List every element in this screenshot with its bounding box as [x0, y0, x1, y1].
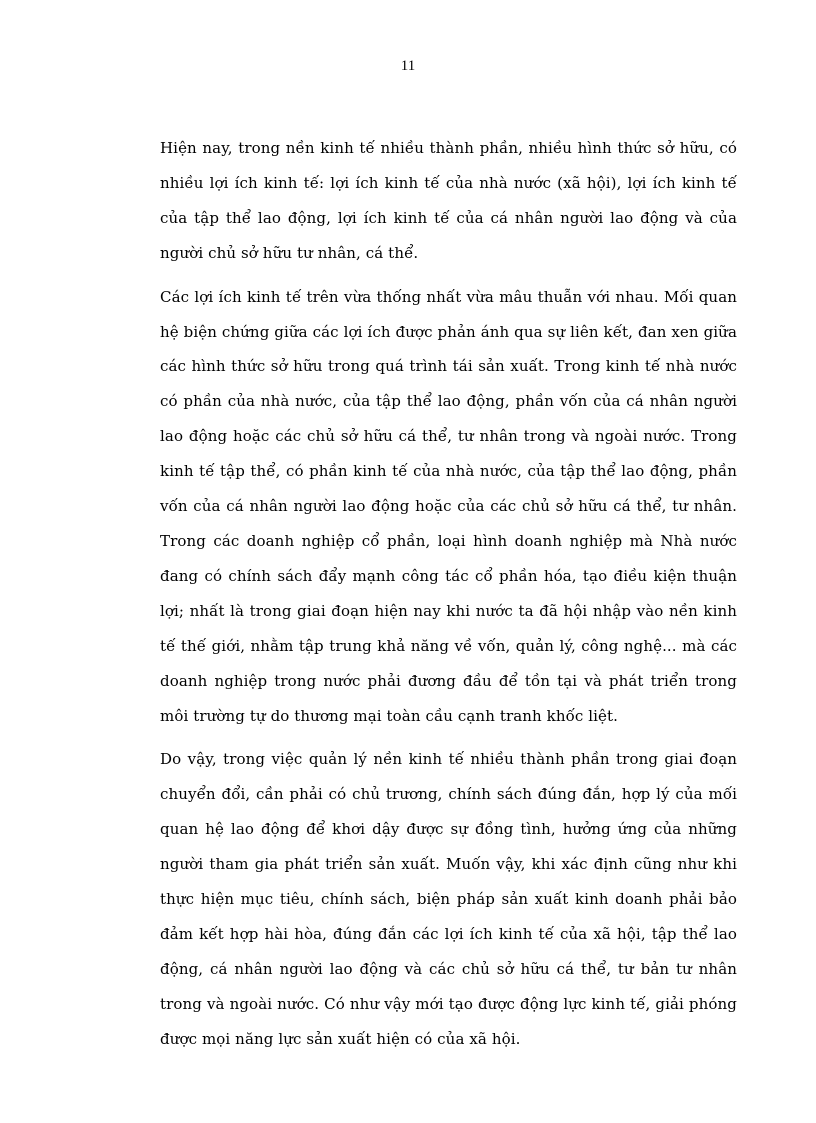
paragraph-3: Do vậy, trong việc quản lý nền kinh tế nhiều thành phần trong giai đoạn chuyển đổi, cần phải có chủ trương, chính sách đúng đắn, hợp lý của mối quan hệ lao động để khơi dậy được sự đồng tình, hưởng ứng của những người tham gia phát triển sản xuất. Muốn vậy, khi xác định cũng như khi thực hiện mục tiêu, chính sách, biện pháp sản xuất kinh doanh phải bảo đảm kết hợp hài hòa, đúng đắn các lợi ích kinh tế của xã hội, tập thể lao động, cá nhân người lao động và các chủ sở hữu cá thể, tư bản tư nhân trong và ngoài nước. Có như vậy mới tạo được động lực kinh tế, giải phóng được mọi năng lực sản xuất hiện có của xã hội.	[160, 750, 737, 1048]
body-text	[160, 131, 737, 1057]
paragraph-1: Hiện nay, trong nền kinh tế nhiều thành phần, nhiều hình thức sở hữu, có nhiều lợi ích kinh tế: lợi ích kinh tế của nhà nước (xã hội), lợi ích kinh tế của tập thể lao động, lợi ích kinh tế của cá nhân người lao động và của người chủ sở hữu tư nhân, cá thể.	[160, 139, 737, 262]
page-number: 11	[400, 58, 416, 74]
paragraph-2: Các lợi ích kinh tế trên vừa thống nhất vừa mâu thuẫn với nhau. Mối quan hệ biện chứng giữa các lợi ích được phản ánh qua sự liên kết, đan xen giữa các hình thức sở hữu trong quá trình tái sản xuất. Trong kinh tế nhà nước có phần của nhà nước, của tập thể lao động, phần vốn của cá nhân người lao động hoặc các chủ sở hữu cá thể, tư nhân trong và ngoài nước. Trong kinh tế tập thể, có phần kinh tế của nhà nước, của tập thể lao động, phần vốn của cá nhân người lao động hoặc của các chủ sở hữu cá thể, tư nhân. Trong các doanh nghiệp cổ phần, loại hình doanh nghiệp mà Nhà nước đang có chính sách đẩy mạnh công tác cổ phần hóa, tạo điều kiện thuận lợi; nhất là trong giai đoạn hiện nay khi nước ta đã hội nhập vào nền kinh tế thế giới, nhằm tập trung khả năng về vốn, quản lý, công nghệ... mà các doanh nghiệp trong nước phải đương đầu để tồn tại và phát triển trong môi trường tự do thương mại toàn cầu cạnh tranh khốc liệt.	[160, 287, 737, 725]
